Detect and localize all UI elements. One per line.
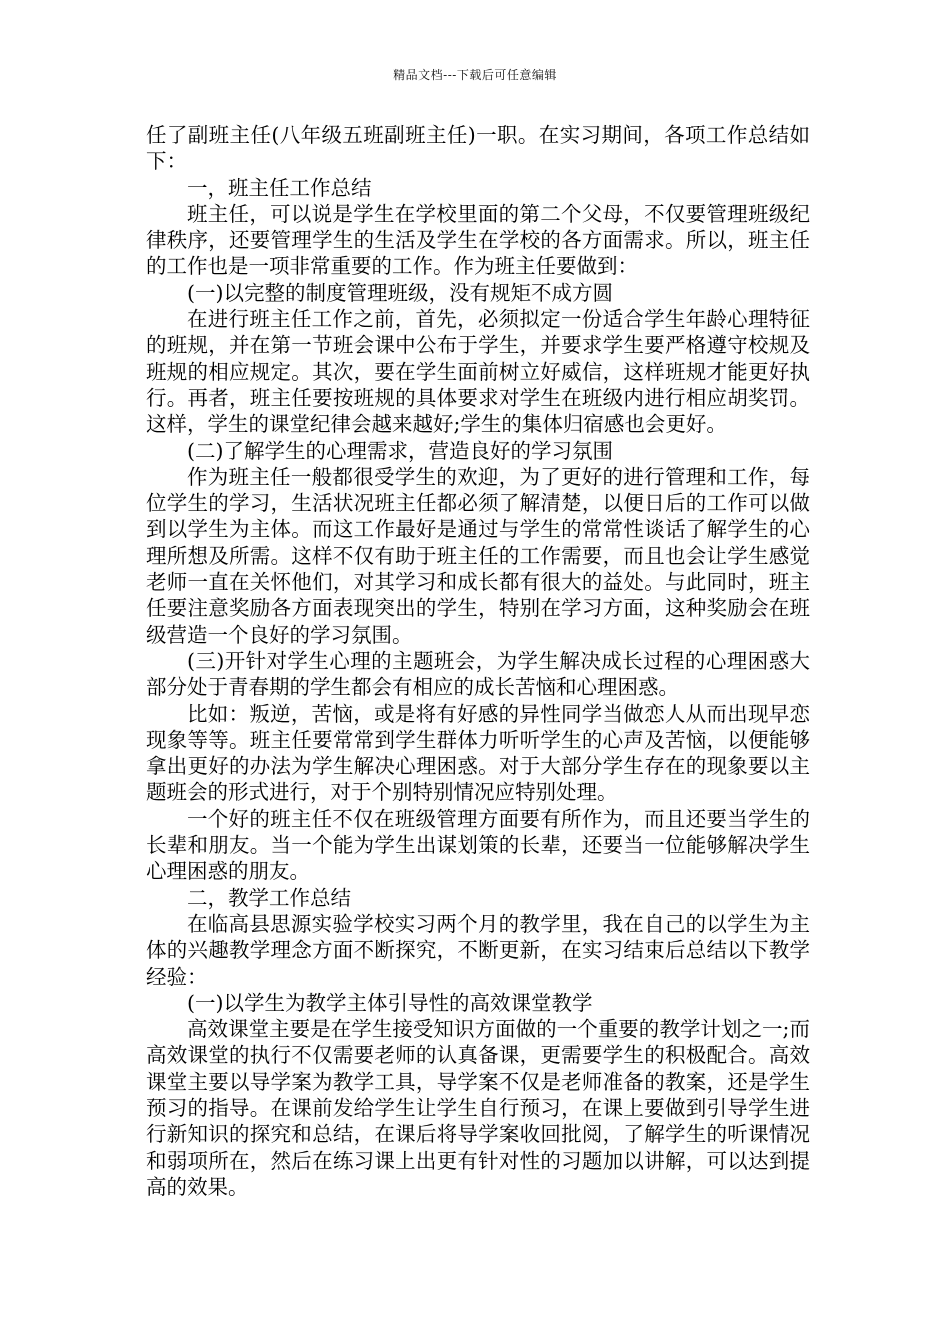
paragraph: 任了副班主任(八年级五班副班主任)一职。在实习期间，各项工作总结如下： xyxy=(146,123,810,174)
section-heading: 一，班主任工作总结 xyxy=(187,175,372,200)
paragraph: 高效课堂主要是在学生接受知识方面做的一个重要的教学计划之一;而高效课堂的执行不仅需要老师的认真备课，更需要学生的积极配合。高效课堂主要以导学案为教学工具，导学案不仅是老师准备的教案，还是学生预习的指导。在课前发给学生让学生自行预习，在课上要做到引导学生进行新知识的探究和总结，在课后将导学案收回批阅，了解学生的听课情况和弱项所在，然后在练习课上出更有针对性的习题加以讲解，可以达到提高的效果。 xyxy=(146,1017,810,1199)
section-heading: 二，教学工作总结 xyxy=(187,885,351,910)
paragraph: (三)开针对学生心理的主题班会，为学生解决成长过程的心理困惑大部分处于青春期的学生都会有相应的成长苦恼和心理困惑。 xyxy=(146,648,810,700)
paragraph: 在进行班主任工作之前，首先，必须拟定一份适合学生年龄心理特征的班规，并在第一节班会课中公布于学生，并要求学生要严格遵守校规及班规的相应规定。其次，要在学生面前树立好威信，这样班规才能更好执行。再者，班主任要按班规的具体要求对学生在班级内进行相应胡奖罚。这样，学生的课堂纪律会越来越好;学生的集体归宿感也会更好。 xyxy=(146,307,810,437)
subsection-heading: (二)了解学生的心理需求，营造良好的学习氛围 xyxy=(187,438,613,463)
subsection-heading: (一)以学生为教学主体引导性的高效课堂教学 xyxy=(187,990,593,1015)
paragraph: 一个好的班主任不仅在班级管理方面要有所作为，而且还要当学生的长辈和朋友。当一个能为学生出谋划策的长辈，还要当一位能够解决学生心理困惑的朋友。 xyxy=(146,806,810,884)
document-body xyxy=(146,122,810,1200)
subsection-heading: (一)以完整的制度管理班级，没有规矩不成方圆 xyxy=(187,280,613,305)
paragraph: 比如：叛逆，苦恼，或是将有好感的异性同学当做恋人从而出现早恋现象等等。班主任要常常到学生群体力听听学生的心声及苦恼，以便能够拿出更好的办法为学生解决心理困惑。对于大部分学生存在的现象要以主题班会的形式进行，对于个别特别情况应特别处理。 xyxy=(146,701,810,805)
paragraph: 班主任，可以说是学生在学校里面的第二个父母，不仅要管理班级纪律秩序，还要管理学生的生活及学生在学校的各方面需求。所以，班主任的工作也是一项非常重要的工作。作为班主任要做到： xyxy=(146,201,810,279)
paragraph: 作为班主任一般都很受学生的欢迎，为了更好的进行管理和工作，每位学生的学习，生活状况班主任都必须了解清楚，以便日后的工作可以做到以学生为主体。而这工作最好是通过与学生的常常性谈话了解学生的心理所想及所需。这样不仅有助于班主任的工作需要，而且也会让学生感觉老师一直在关怀他们，对其学习和成长都有很大的益处。与此同时，班主任要注意奖励各方面表现突出的学生，特别在学习方面，这种奖励会在班级营造一个良好的学习氛围。 xyxy=(146,464,810,647)
page-header: 精品文档---下载后可任意编辑 xyxy=(393,68,557,82)
paragraph: 在临高县思源实验学校实习两个月的教学里，我在自己的以学生为主体的兴趣教学理念方面不断探究，不断更新，在实习结束后总结以下教学经验： xyxy=(146,911,810,989)
